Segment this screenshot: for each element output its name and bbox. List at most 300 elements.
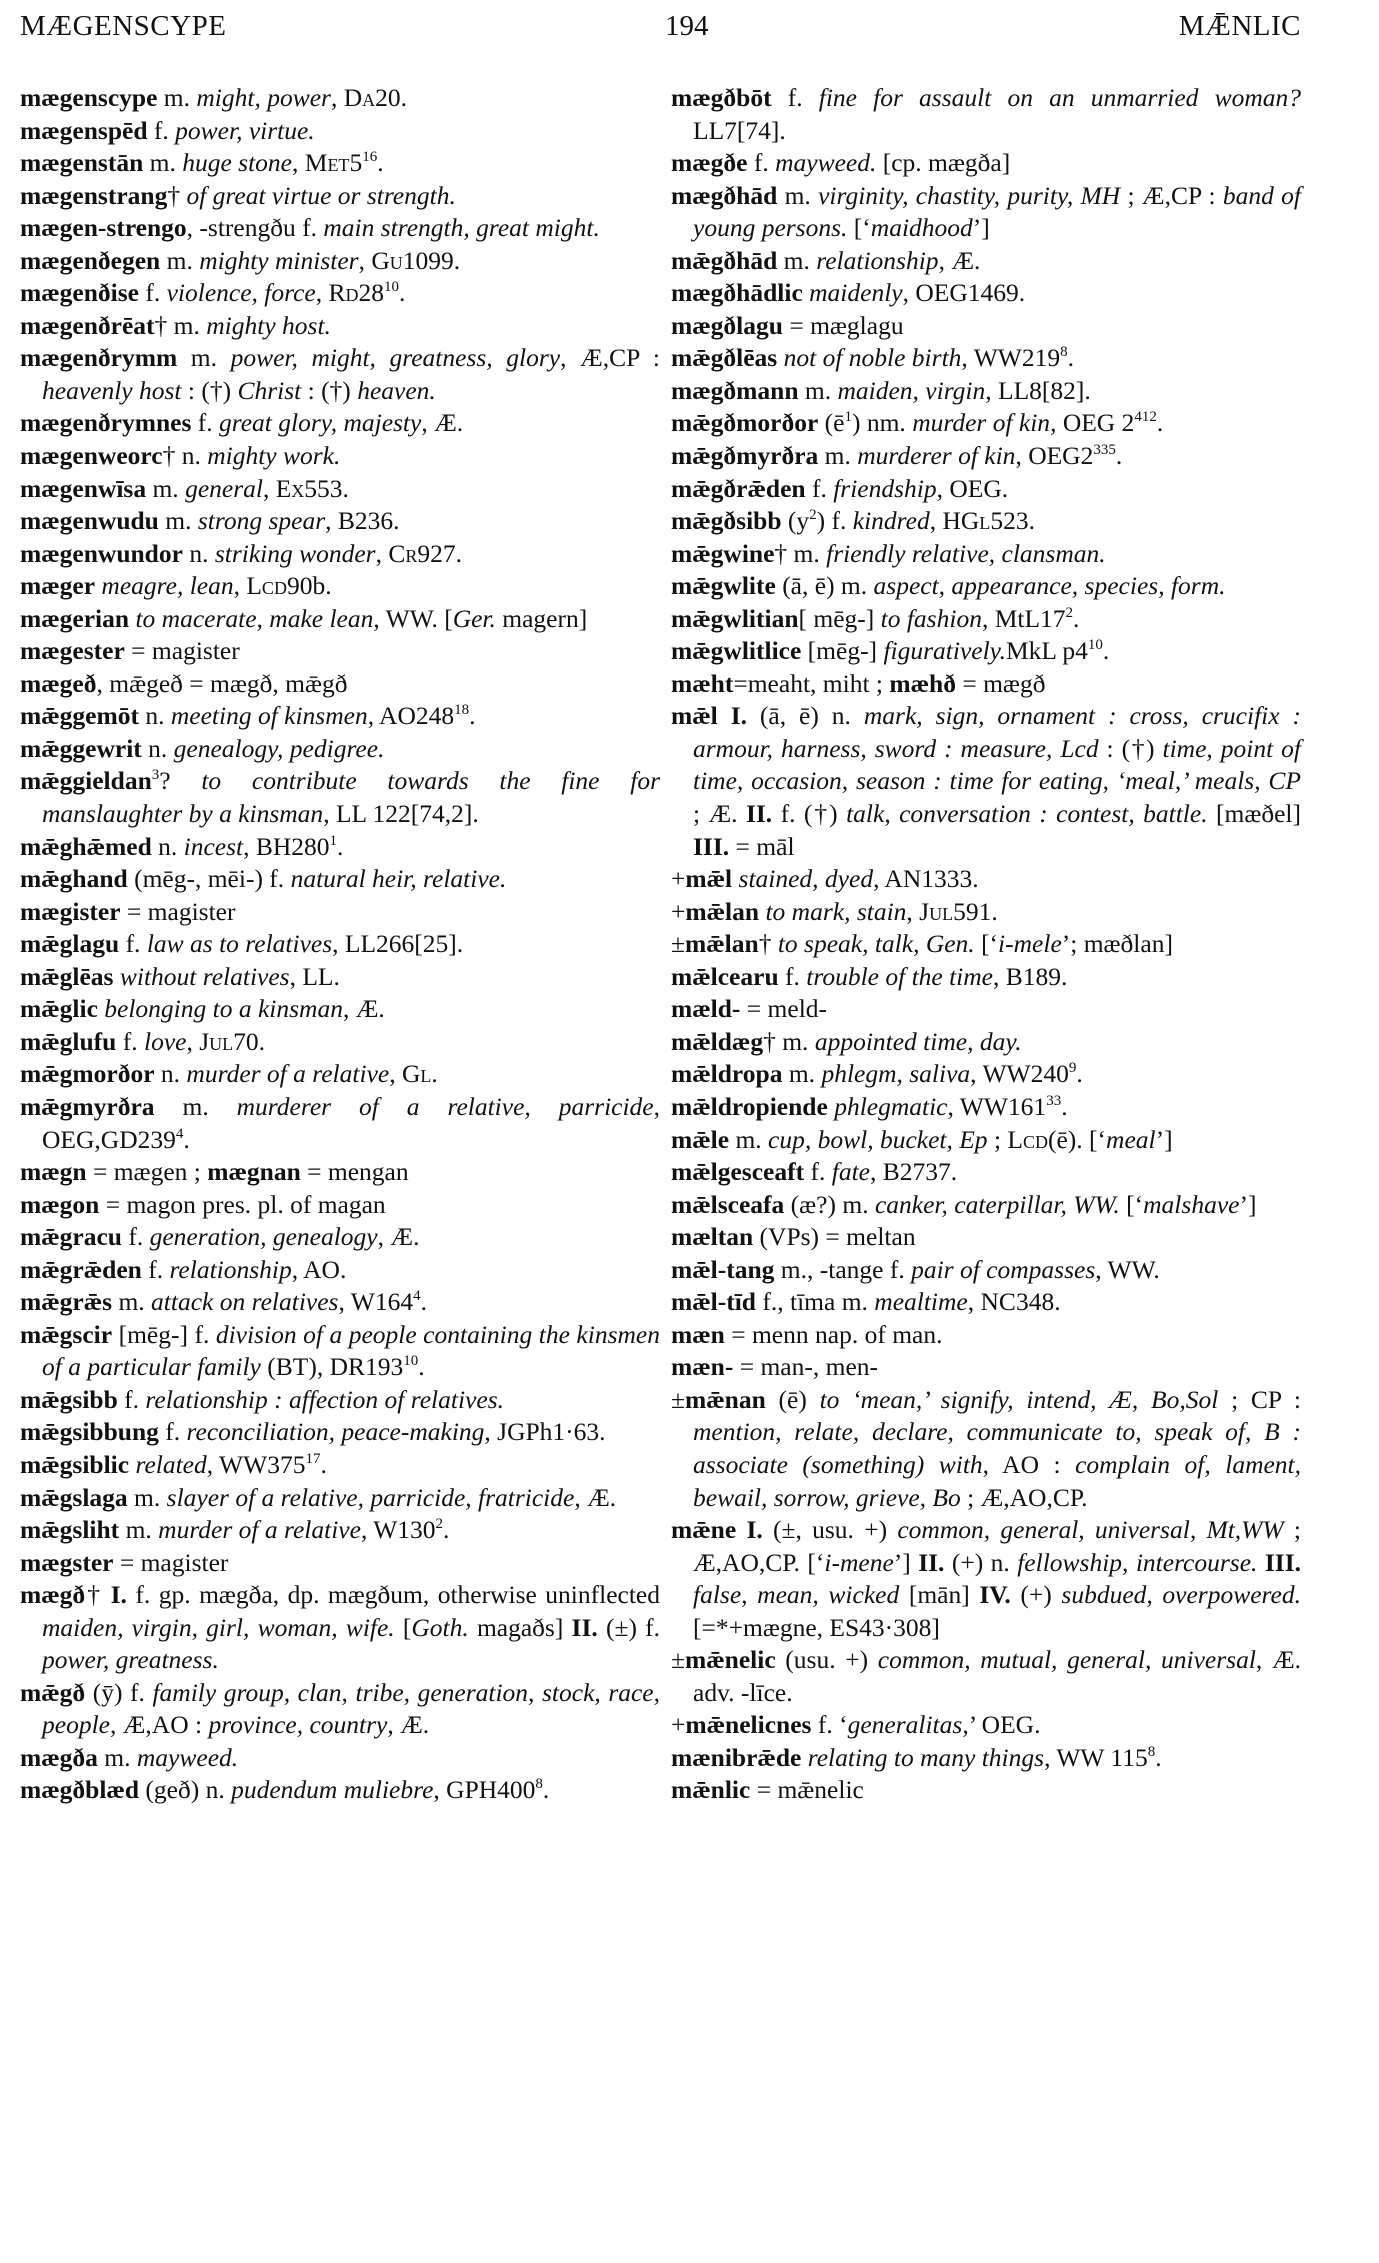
roman-text: . xyxy=(1115,441,1123,471)
headword-text: mǣgmyrðra xyxy=(20,1091,155,1121)
roman-text: . xyxy=(320,1449,327,1479)
roman-text: , xyxy=(389,1059,402,1089)
headword-text: mægenweorc xyxy=(20,441,163,471)
dictionary-entry xyxy=(20,961,660,994)
headword-text: mǣgscir xyxy=(20,1319,113,1349)
dictionary-entry xyxy=(20,505,660,538)
dictionary-entry xyxy=(20,1384,660,1417)
roman-text: , xyxy=(292,148,305,178)
dictionary-entry xyxy=(671,1124,1301,1157)
headword-text: mæht xyxy=(671,668,734,698)
superscript: 17 xyxy=(305,1450,321,1467)
headword-text: mægen-strengo xyxy=(20,213,187,243)
headword-text: mægn xyxy=(20,1157,87,1187)
definition-text: trouble of the time xyxy=(806,961,993,991)
definition-text: fate xyxy=(831,1157,870,1187)
roman-text: LL7[74]. xyxy=(693,115,786,145)
roman-text: , B236. xyxy=(325,506,400,536)
roman-text: ± xyxy=(671,1384,685,1414)
definition-text: power, might, greatness, glory xyxy=(230,343,561,373)
headword-text: mǣldæg xyxy=(671,1026,764,1056)
roman-text: (ā, ē) n. xyxy=(747,701,864,731)
definition-text: murder of kin xyxy=(912,408,1051,438)
superscript: 8 xyxy=(535,1776,543,1793)
superscript: 3 xyxy=(151,767,160,784)
superscript: 33 xyxy=(1046,1092,1062,1109)
headword-text: mægð xyxy=(20,1580,86,1610)
definition-text: common, general, universal, Mt,WW xyxy=(897,1515,1284,1545)
dictionary-entry xyxy=(20,115,660,148)
roman-text: ’ OEG. xyxy=(968,1710,1041,1740)
headword-text: mæger xyxy=(20,571,96,601)
definition-text: friendship xyxy=(833,473,937,503)
roman-text: , xyxy=(186,1026,200,1056)
dictionary-entry xyxy=(671,603,1301,636)
roman-text: [‘ xyxy=(974,929,999,959)
roman-text: f. (†) xyxy=(772,799,847,829)
definition-text: meal xyxy=(1106,1124,1156,1154)
definition-text: pudendum muliebre xyxy=(231,1775,434,1805)
roman-text: : (†) xyxy=(1098,733,1163,763)
headword-text: mæn- xyxy=(671,1352,734,1382)
roman-text: . xyxy=(1067,343,1074,373)
headword-text: I. xyxy=(746,1515,763,1545)
headword-text: mǣnelicnes xyxy=(685,1710,812,1740)
roman-text: ’] xyxy=(893,1547,919,1577)
roman-text: ? xyxy=(159,766,202,796)
dictionary-entry xyxy=(20,440,660,473)
roman-text: † m. xyxy=(763,1026,815,1056)
dictionary-entry xyxy=(20,473,660,506)
dictionary-entry xyxy=(671,407,1301,440)
roman-text: , LL8[82]. xyxy=(985,375,1091,405)
definition-text: fine for assault on an unmarried woman? xyxy=(818,83,1301,112)
superscript: 8 xyxy=(1147,1743,1156,1760)
dictionary-entry xyxy=(671,1351,1301,1384)
dictionary-entry xyxy=(671,896,1301,929)
definition-text: i-mele xyxy=(998,929,1062,959)
roman-text: n. xyxy=(182,538,215,568)
headword-text: mǣgðmyrðra xyxy=(671,441,819,471)
headword-text: mǣl xyxy=(685,864,733,894)
definition-text: violence, force xyxy=(166,278,316,308)
headword-text: mænibrǣde xyxy=(671,1742,802,1772)
source-abbrev: Gu xyxy=(371,245,403,275)
left-column xyxy=(20,82,660,1807)
roman-text: m. xyxy=(818,441,858,471)
dictionary-entry xyxy=(671,342,1301,375)
dictionary-entry xyxy=(671,1254,1301,1287)
headword-text: mægnan xyxy=(207,1157,301,1187)
roman-text: magaðs] xyxy=(468,1612,572,1642)
roman-text: , OEG 2 xyxy=(1050,408,1135,438)
roman-text: , xyxy=(375,538,389,568)
source-abbrev: Jul xyxy=(199,1026,234,1056)
dictionary-entry xyxy=(20,1514,660,1547)
headword-text: mægðlagu xyxy=(671,310,783,340)
definition-text: division of a people containing the kinsmen of a particular family xyxy=(42,1319,660,1382)
roman-text: ; Æ,AO,CP. [‘ xyxy=(693,1515,1301,1577)
roman-text: 927. xyxy=(417,538,462,568)
roman-text: 28 xyxy=(358,278,385,308)
definition-text: belonging to a kinsman xyxy=(104,994,343,1024)
dictionary-entry xyxy=(671,310,1301,343)
dictionary-entry xyxy=(20,603,660,636)
headword-text: III. xyxy=(1264,1547,1301,1577)
roman-text: , OEG2 xyxy=(1015,441,1094,471)
roman-text: , W130 xyxy=(360,1515,436,1545)
headword-text: mægenðise xyxy=(20,278,139,308)
dictionary-entry xyxy=(20,635,660,668)
dictionary-entry xyxy=(20,538,660,571)
headword-text: mǣgsibb xyxy=(20,1384,118,1414)
definition-text: common, mutual, general, universal xyxy=(877,1645,1256,1675)
dictionary-entry xyxy=(671,635,1301,668)
roman-text: , MtL17 xyxy=(981,603,1066,633)
headword-text: mægenspēd xyxy=(20,115,148,145)
roman-text: m. xyxy=(146,473,186,503)
roman-text: . xyxy=(1076,1059,1083,1089)
definition-text: stained, dyed xyxy=(738,864,874,894)
source-abbrev: Lcd xyxy=(1007,1124,1048,1154)
headword-text: mǣgrǣs xyxy=(20,1287,113,1317)
roman-text: f. ‘ xyxy=(811,1710,848,1740)
roman-text: , Æ,CP : xyxy=(560,343,660,373)
dictionary-entry xyxy=(20,668,660,701)
roman-text: , H xyxy=(929,506,961,536)
roman-text: , Æ. xyxy=(574,1482,617,1512)
definition-text: phlegm, saliva xyxy=(821,1059,971,1089)
dictionary-entry xyxy=(20,896,660,929)
definition-text: meagre, lean xyxy=(101,571,234,601)
headword-text: mǣne xyxy=(671,1515,737,1545)
roman-text: ; xyxy=(987,1124,1008,1154)
dictionary-entry xyxy=(20,1221,660,1254)
headword-text: mæn xyxy=(671,1319,725,1349)
headword-text: mæld- xyxy=(671,994,741,1024)
roman-text: f. xyxy=(158,1417,187,1447)
headword-text: mægeð xyxy=(20,668,97,698)
definition-text: might, power xyxy=(196,83,331,112)
dictionary-entry xyxy=(20,1547,660,1580)
definition-text: power, greatness. xyxy=(42,1645,219,1675)
roman-text: ; Æ,CP : xyxy=(1120,180,1223,210)
dictionary-entry xyxy=(20,1416,660,1449)
headword-text: IV. xyxy=(979,1580,1011,1610)
definition-text: main strength, great might. xyxy=(323,213,600,243)
roman-text: = mægen ; xyxy=(86,1157,208,1187)
headword-text: mægðblæd xyxy=(20,1775,140,1805)
dictionary-entry xyxy=(671,1319,1301,1352)
roman-text: (VPs) = meltan xyxy=(753,1222,916,1252)
roman-text: ; Æ. xyxy=(693,799,746,829)
roman-text: m. xyxy=(97,1742,137,1772)
roman-text: (BT), DR193 xyxy=(260,1352,404,1382)
headword-text: II. xyxy=(571,1612,598,1642)
roman-text: , mǣgeð = mægð, mǣgð xyxy=(96,668,348,698)
dictionary-entry xyxy=(20,733,660,766)
definition-text: not of noble birth xyxy=(783,343,962,373)
dictionary-entry xyxy=(671,1514,1301,1644)
roman-text: [mæðel] xyxy=(1207,799,1301,829)
roman-text: , xyxy=(358,245,372,275)
source-abbrev: Lcd xyxy=(246,571,287,601)
roman-text: m. xyxy=(143,148,183,178)
roman-text: (+) n. xyxy=(944,1547,1018,1577)
dictionary-entry xyxy=(20,1774,660,1807)
definition-text: mention, relate, declare, communicate to, speak of, B : associate (something) with xyxy=(693,1417,1301,1479)
roman-text xyxy=(718,701,731,730)
roman-text: f. xyxy=(778,961,807,991)
definition-text: related xyxy=(135,1449,207,1479)
dictionary-entry xyxy=(671,180,1301,245)
dictionary-entry xyxy=(20,180,660,213)
definition-text: to fashion xyxy=(880,603,982,633)
definition-text: to macerate, make lean xyxy=(135,603,374,633)
headword-text: mægða xyxy=(20,1742,98,1772)
roman-text: ± xyxy=(671,1645,685,1675)
last-headword-guide: MǢNLIC xyxy=(1178,10,1301,42)
definition-text: complain of, lament, bewail, sorrow, grieve, Bo xyxy=(693,1449,1302,1512)
headword-text: mǣggewrit xyxy=(20,733,142,763)
dictionary-entry xyxy=(671,1156,1301,1189)
headword-text: mægenwundor xyxy=(20,538,183,568)
roman-text: f. gp. mægða, dp. mægðum, otherwise uninflected xyxy=(126,1580,661,1610)
definition-text: attack on relatives xyxy=(151,1287,339,1317)
superscript: 18 xyxy=(454,702,470,719)
definition-text: relationship : affection of relatives. xyxy=(145,1384,504,1414)
dictionary-entry xyxy=(671,961,1301,994)
roman-text: : (†) xyxy=(181,375,238,405)
definition-text: genealogy, pedigree. xyxy=(173,733,385,763)
headword-text: mǣglufu xyxy=(20,1026,117,1056)
roman-text: (y xyxy=(781,506,810,536)
headword-text: mægenðegen xyxy=(20,245,161,275)
dictionary-entry xyxy=(20,928,660,961)
definition-text: Goth. xyxy=(411,1612,469,1642)
roman-text: , xyxy=(906,896,920,926)
roman-text: (geð) n. xyxy=(139,1775,232,1805)
dictionary-entry xyxy=(20,407,660,440)
definition-text: to contribute towards the fine for manslaughter by a kinsman xyxy=(42,766,660,829)
roman-text: m. xyxy=(127,1482,167,1512)
roman-text: . xyxy=(337,831,344,861)
headword-text: mægðmann xyxy=(671,375,799,405)
dictionary-entry xyxy=(20,700,660,733)
roman-text: , -strengðu f. xyxy=(186,213,324,243)
running-head xyxy=(20,10,1301,50)
roman-text: , Æ. xyxy=(342,994,385,1024)
definition-text: i-mene xyxy=(824,1547,894,1577)
dictionary-entry xyxy=(671,1774,1301,1807)
superscript: 412 xyxy=(1134,409,1157,426)
roman-text: , LL 122[74,2]. xyxy=(323,799,479,829)
roman-text: 5 xyxy=(349,148,363,178)
headword-text: mǣlgesceaft xyxy=(671,1157,805,1187)
dictionary-entry xyxy=(20,831,660,864)
definition-text: canker, caterpillar, WW. xyxy=(874,1189,1120,1219)
roman-text: m., -tange f. xyxy=(774,1254,912,1284)
headword-text: mæhð xyxy=(889,668,956,698)
dictionary-entry xyxy=(671,147,1301,180)
headword-text: mǣgmorðor xyxy=(20,1059,155,1089)
headword-text: mǣgwlite xyxy=(671,571,776,601)
roman-text: ’] xyxy=(1239,1189,1257,1219)
roman-text: n. xyxy=(138,701,171,731)
dictionary-entry xyxy=(20,277,660,310)
roman-text xyxy=(736,1515,746,1544)
headword-text: mægðbōt xyxy=(671,83,772,112)
dictionary-entry xyxy=(671,1286,1301,1319)
definition-text: power, virtue. xyxy=(175,115,315,145)
roman-text: f. xyxy=(147,115,176,145)
definition-text: generalitas, xyxy=(847,1710,969,1740)
source-abbrev: Gl xyxy=(401,1059,432,1089)
definition-text: band of young persons. xyxy=(693,180,1301,243)
dictionary-entry xyxy=(20,1058,660,1091)
roman-text: , LL. xyxy=(289,961,340,991)
roman-text: , AO248 xyxy=(367,701,455,731)
dictionary-entry xyxy=(20,212,660,245)
roman-text: = man-, men- xyxy=(733,1352,879,1382)
dictionary-entry xyxy=(671,1058,1301,1091)
roman-text: , GPH400 xyxy=(433,1775,536,1805)
roman-text xyxy=(1257,1548,1264,1577)
headword-text: mægenstān xyxy=(20,148,144,178)
roman-text: = māl xyxy=(729,831,795,861)
roman-text: , W164 xyxy=(338,1287,414,1317)
dictionary-entry xyxy=(671,1091,1301,1124)
dictionary-entry xyxy=(20,1189,660,1222)
dictionary-entry xyxy=(671,1644,1301,1709)
roman-text: f. xyxy=(119,929,147,959)
definition-text: without relatives xyxy=(119,961,290,991)
dictionary-entry xyxy=(671,993,1301,1026)
headword-text: mǣgðhād xyxy=(671,245,778,275)
definition-text: slayer of a relative, parricide, fratricide xyxy=(166,1482,575,1512)
dictionary-entry xyxy=(20,310,660,343)
definition-text: phlegmatic xyxy=(834,1091,948,1121)
roman-text: f. xyxy=(121,1222,150,1252)
dictionary-entry xyxy=(20,1156,660,1189)
definition-text: striking wonder xyxy=(214,538,376,568)
dictionary-entry xyxy=(671,700,1301,863)
headword-text: mægenðrymnes xyxy=(20,408,192,438)
definition-text: subdued, overpowered. xyxy=(1061,1580,1301,1610)
headword-text: mægðe xyxy=(671,148,748,178)
source-abbrev: Gl xyxy=(960,506,991,536)
roman-text: [mēg-] xyxy=(801,636,884,666)
headword-text: mǣgðlēas xyxy=(671,343,778,373)
roman-text: , Æ. xyxy=(387,1710,430,1740)
dictionary-entry xyxy=(671,82,1301,147)
roman-text: m. xyxy=(158,506,198,536)
roman-text: (±, usu. +) xyxy=(762,1515,898,1545)
roman-text: (ē). [‘ xyxy=(1048,1124,1107,1154)
roman-text: , Æ. adv. -līce. xyxy=(693,1645,1301,1707)
superscript: 9 xyxy=(1068,1060,1077,1077)
headword-text: mǣgðsibb xyxy=(671,506,782,536)
roman-text: m. xyxy=(160,245,200,275)
dictionary-entry xyxy=(20,863,660,896)
dictionary-entry xyxy=(20,1482,660,1515)
roman-text: , WW219 xyxy=(961,343,1061,373)
dictionary-entry xyxy=(20,1319,660,1384)
dictionary-entry xyxy=(20,1254,660,1287)
roman-text: † m. xyxy=(154,310,207,340)
roman-text: f. xyxy=(805,473,834,503)
roman-text: : (†) xyxy=(301,375,358,405)
definition-text: pair of compasses xyxy=(911,1254,1096,1284)
roman-text: , Æ. xyxy=(938,245,981,275)
headword-text: mǣgslaga xyxy=(20,1482,128,1512)
roman-text: m. xyxy=(112,1287,152,1317)
roman-text: , WW. [ xyxy=(373,603,453,633)
definition-text: mayweed. xyxy=(136,1742,239,1772)
definition-text: to mark, stain xyxy=(765,896,907,926)
roman-text: (ȳ) f. xyxy=(85,1677,153,1707)
roman-text: , OEG,GD239 xyxy=(42,1091,660,1154)
headword-text: mægenwīsa xyxy=(20,473,147,503)
dictionary-entry xyxy=(20,1579,660,1677)
definition-text: talk, conversation : contest, battle. xyxy=(846,799,1208,829)
roman-text: , WW375 xyxy=(206,1449,306,1479)
superscript: 10 xyxy=(403,1353,419,1370)
roman-text: ’] xyxy=(972,213,990,243)
roman-text: , B2737. xyxy=(869,1157,958,1187)
dictionary-entry xyxy=(20,993,660,1026)
roman-text: = mǣnelic xyxy=(750,1775,864,1805)
roman-text: ’; mæðlan] xyxy=(1061,929,1173,959)
roman-text: =meaht, miht ; xyxy=(733,668,890,698)
roman-text: ; CP : xyxy=(1218,1384,1301,1414)
roman-text: f. xyxy=(141,1254,170,1284)
roman-text: f. xyxy=(191,408,220,438)
roman-text: (mēg-, mēi-) f. xyxy=(127,864,291,894)
roman-text: (ē xyxy=(818,408,845,438)
dictionary-entry xyxy=(20,342,660,407)
roman-text: † n. xyxy=(162,441,208,471)
dictionary-entry xyxy=(671,538,1301,571)
roman-text: [‘ xyxy=(1119,1189,1144,1219)
roman-text: . xyxy=(183,1124,190,1154)
roman-text: , NC348. xyxy=(967,1287,1061,1317)
definition-text: to ‘mean,’ signify, intend, Æ, Bo,Sol xyxy=(819,1384,1219,1414)
right-column xyxy=(671,82,1301,1807)
source-abbrev: Jul xyxy=(919,896,954,926)
dictionary-entry xyxy=(20,1091,660,1156)
headword-text: mǣnan xyxy=(685,1384,766,1414)
definition-text: mighty minister xyxy=(199,245,359,275)
roman-text: † m. xyxy=(774,538,827,568)
roman-text: 523. xyxy=(990,506,1035,536)
roman-text: (+) xyxy=(1010,1580,1062,1610)
definition-text: love xyxy=(143,1026,187,1056)
definition-text: malshave xyxy=(1143,1189,1240,1219)
definition-text: Christ xyxy=(237,375,302,405)
definition-text: natural heir, relative. xyxy=(290,864,507,894)
dictionary-entry xyxy=(671,928,1301,961)
roman-text: . xyxy=(1156,408,1164,438)
roman-text: MkL p4 xyxy=(1005,636,1088,666)
first-headword-guide: MÆGENSCYPE xyxy=(20,10,227,42)
superscript: 2 xyxy=(809,507,817,524)
superscript: 4 xyxy=(175,1125,184,1142)
roman-text: 553. xyxy=(304,473,349,503)
headword-text: mǣghand xyxy=(20,864,128,894)
roman-text: f. xyxy=(747,148,776,178)
roman-text: m. xyxy=(119,1515,159,1545)
